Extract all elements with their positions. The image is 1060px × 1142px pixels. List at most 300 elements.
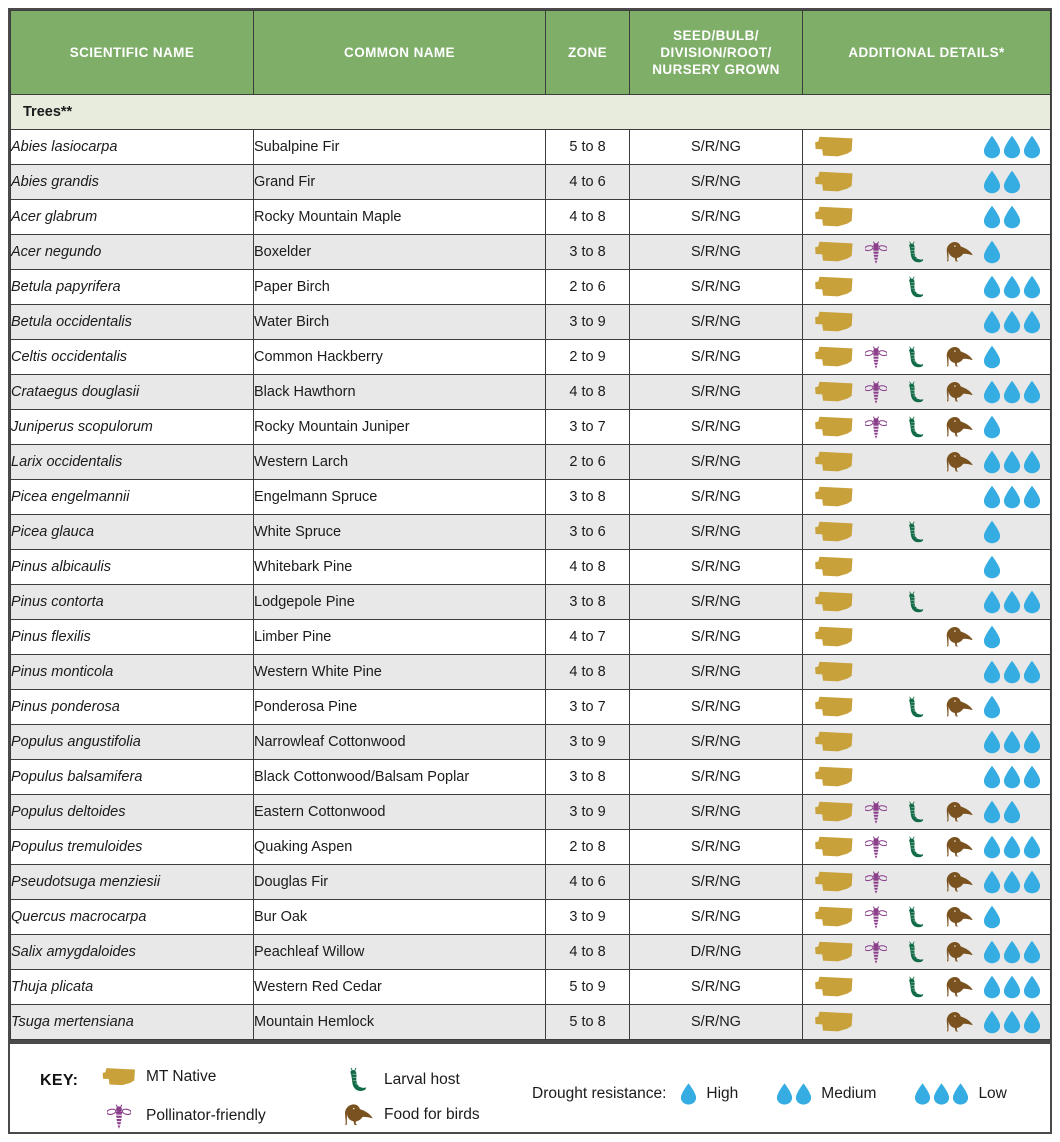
water-drop-icon-svg — [983, 1010, 1001, 1034]
water-drop-icon-svg — [983, 450, 1001, 474]
water-drop-icon-svg — [1023, 135, 1041, 159]
drought-indicator — [983, 974, 1041, 1000]
cell-common-name: Western Red Cedar — [254, 970, 546, 1005]
cell-additional-details — [803, 865, 1051, 900]
water-drop-icon-svg — [1003, 835, 1021, 859]
caterpillar-icon-svg — [907, 346, 924, 369]
cell-scientific-name: Pinus monticola — [11, 655, 254, 690]
montana-state-icon — [814, 344, 854, 370]
cell-additional-details — [803, 585, 1051, 620]
cell-common-name: Limber Pine — [254, 620, 546, 655]
drought-level-medium — [776, 1083, 876, 1105]
water-drop-icon-svg — [1003, 975, 1021, 999]
cell-scientific-name: Pinus ponderosa — [11, 690, 254, 725]
cell-scientific-name: Populus balsamifera — [11, 760, 254, 795]
drought-drops — [983, 135, 1041, 159]
cell-additional-details — [803, 935, 1051, 970]
water-drop-icon — [983, 1010, 1001, 1034]
drought-indicator — [983, 904, 1001, 930]
column-header-common-name — [254, 11, 546, 95]
legend-item-pollinator — [102, 1102, 266, 1130]
caterpillar-icon — [907, 834, 924, 860]
cell-additional-details — [803, 725, 1051, 760]
table-row — [11, 480, 1051, 515]
table-row — [11, 655, 1051, 690]
caterpillar-icon — [340, 1067, 374, 1093]
cell-additional-details — [803, 620, 1051, 655]
water-drop-icon-svg — [1003, 730, 1021, 754]
montana-state-icon-svg — [814, 696, 854, 718]
cell-additional-details — [803, 235, 1051, 270]
water-drop-icon-svg — [1023, 870, 1041, 894]
cell-common-name: Whitebark Pine — [254, 550, 546, 585]
drought-indicator — [983, 169, 1021, 195]
caterpillar-icon — [907, 274, 924, 300]
cell-additional-details — [803, 165, 1051, 200]
table-row — [11, 795, 1051, 830]
cell-additional-details — [803, 830, 1051, 865]
water-drop-icon — [1023, 590, 1041, 614]
water-drop-icon-svg — [1003, 450, 1021, 474]
water-drop-icon — [983, 450, 1001, 474]
table-row — [11, 585, 1051, 620]
montana-state-icon — [814, 519, 854, 545]
caterpillar-icon — [907, 799, 924, 825]
water-drop-icon-svg — [1023, 1010, 1041, 1034]
montana-state-icon-svg — [814, 276, 854, 298]
drought-drops — [983, 485, 1041, 509]
montana-state-icon — [814, 904, 854, 930]
caterpillar-icon-svg — [907, 521, 924, 544]
water-drop-icon-svg — [1023, 380, 1041, 404]
bird-icon-svg — [943, 1010, 973, 1034]
drought-level-label: Medium — [821, 1085, 877, 1102]
water-drop-icon-svg — [983, 345, 1001, 369]
bird-icon — [943, 974, 973, 1000]
caterpillar-icon-svg — [907, 416, 924, 439]
drought-drops — [776, 1083, 812, 1105]
drought-level-low — [914, 1083, 1006, 1105]
water-drop-icon-svg — [983, 590, 1001, 614]
water-drop-icon — [795, 1083, 812, 1105]
montana-state-icon — [814, 204, 854, 230]
cell-zone: 3 to 9 — [546, 725, 630, 760]
water-drop-icon — [983, 555, 1001, 579]
cell-common-name: Ponderosa Pine — [254, 690, 546, 725]
drought-drops — [983, 975, 1041, 999]
cell-zone: 4 to 6 — [546, 165, 630, 200]
cell-propagation: D/R/NG — [630, 935, 803, 970]
water-drop-icon-svg — [933, 1083, 950, 1105]
bee-icon-svg — [865, 799, 887, 825]
cell-scientific-name: Celtis occidentalis — [11, 340, 254, 375]
cell-common-name: Black Hawthorn — [254, 375, 546, 410]
water-drop-icon — [983, 835, 1001, 859]
water-drop-icon-svg — [983, 660, 1001, 684]
cell-propagation: S/R/NG — [630, 340, 803, 375]
water-drop-icon-svg — [1003, 660, 1021, 684]
cell-additional-details — [803, 200, 1051, 235]
water-drop-icon — [1003, 380, 1021, 404]
bird-icon-svg — [943, 625, 973, 649]
montana-state-icon-svg — [814, 556, 854, 578]
montana-state-icon — [814, 694, 854, 720]
montana-state-icon-svg — [814, 311, 854, 333]
drought-title: Drought resistance: — [532, 1085, 667, 1102]
montana-state-icon-svg — [814, 871, 854, 893]
plant-table-container — [8, 8, 1052, 1042]
water-drop-icon-svg — [1023, 275, 1041, 299]
cell-zone: 3 to 6 — [546, 515, 630, 550]
cell-scientific-name: Abies grandis — [11, 165, 254, 200]
header-text: DIVISION/ROOT/ — [660, 44, 772, 60]
water-drop-icon — [1003, 170, 1021, 194]
drought-indicator — [983, 519, 1001, 545]
water-drop-icon — [983, 660, 1001, 684]
water-drop-icon — [952, 1083, 969, 1105]
cell-zone: 3 to 8 — [546, 760, 630, 795]
montana-state-icon-svg — [814, 801, 854, 823]
table-row — [11, 130, 1051, 165]
table-row — [11, 515, 1051, 550]
drought-drops — [983, 625, 1001, 649]
water-drop-icon-svg — [1023, 590, 1041, 614]
bird-icon-svg — [943, 975, 973, 999]
water-drop-icon-svg — [1003, 940, 1021, 964]
water-drop-icon — [1003, 940, 1021, 964]
montana-state-icon-svg — [814, 346, 854, 368]
cell-scientific-name: Thuja plicata — [11, 970, 254, 1005]
water-drop-icon-svg — [1003, 765, 1021, 789]
cell-propagation: S/R/NG — [630, 865, 803, 900]
water-drop-icon — [933, 1083, 950, 1105]
water-drop-icon — [1023, 310, 1041, 334]
montana-state-icon-svg — [814, 731, 854, 753]
table-row — [11, 865, 1051, 900]
montana-state-icon — [102, 1067, 136, 1087]
water-drop-icon — [983, 310, 1001, 334]
bird-icon — [943, 449, 973, 475]
drought-drops — [680, 1083, 697, 1105]
legend-label-food-for-birds: Food for birds — [384, 1106, 480, 1123]
drought-drops — [983, 380, 1041, 404]
cell-zone: 4 to 8 — [546, 200, 630, 235]
water-drop-icon — [983, 275, 1001, 299]
water-drop-icon — [1003, 485, 1021, 509]
cell-additional-details — [803, 445, 1051, 480]
cell-zone: 3 to 9 — [546, 795, 630, 830]
water-drop-icon — [1023, 835, 1041, 859]
cell-common-name: Boxelder — [254, 235, 546, 270]
water-drop-icon-svg — [983, 555, 1001, 579]
water-drop-icon — [1003, 765, 1021, 789]
montana-state-icon — [814, 379, 854, 405]
cell-propagation: S/R/NG — [630, 690, 803, 725]
water-drop-icon — [983, 905, 1001, 929]
montana-state-icon — [814, 764, 854, 790]
cell-scientific-name: Populus angustifolia — [11, 725, 254, 760]
caterpillar-icon — [907, 414, 924, 440]
montana-state-icon — [814, 449, 854, 475]
cell-scientific-name: Pseudotsuga menziesii — [11, 865, 254, 900]
bird-icon-svg — [943, 345, 973, 369]
bee-icon — [865, 239, 887, 265]
cell-scientific-name: Tsuga mertensiana — [11, 1005, 254, 1040]
header-text: ZONE — [567, 44, 608, 60]
water-drop-icon — [680, 1083, 697, 1105]
water-drop-icon — [1023, 380, 1041, 404]
caterpillar-icon-svg — [907, 976, 924, 999]
water-drop-icon — [983, 240, 1001, 264]
bee-icon — [865, 344, 887, 370]
cell-common-name: White Spruce — [254, 515, 546, 550]
drought-indicator — [983, 344, 1001, 370]
cell-common-name: Grand Fir — [254, 165, 546, 200]
water-drop-icon-svg — [983, 730, 1001, 754]
bird-icon — [340, 1102, 374, 1128]
montana-state-icon-svg — [814, 661, 854, 683]
cell-zone: 4 to 6 — [546, 865, 630, 900]
water-drop-icon — [1003, 975, 1021, 999]
cell-zone: 3 to 8 — [546, 585, 630, 620]
drought-drops — [983, 835, 1041, 859]
montana-state-icon — [814, 484, 854, 510]
montana-state-icon-svg — [814, 906, 854, 928]
caterpillar-icon — [907, 904, 924, 930]
water-drop-icon — [1023, 485, 1041, 509]
water-drop-icon-svg — [983, 870, 1001, 894]
cell-additional-details — [803, 1005, 1051, 1040]
water-drop-icon — [983, 205, 1001, 229]
montana-state-icon-svg — [814, 416, 854, 438]
bird-icon-svg — [943, 240, 973, 264]
table-row — [11, 935, 1051, 970]
cell-zone: 4 to 8 — [546, 935, 630, 970]
drought-levels — [680, 1083, 1006, 1105]
water-drop-icon — [1023, 765, 1041, 789]
drought-indicator — [983, 484, 1041, 510]
water-drop-icon — [1003, 450, 1021, 474]
water-drop-icon-svg — [1023, 450, 1041, 474]
header-text: COMMON NAME — [344, 44, 455, 60]
bird-icon — [943, 694, 973, 720]
montana-state-icon — [814, 274, 854, 300]
water-drop-icon — [1003, 835, 1021, 859]
plant-table — [10, 10, 1051, 1040]
cell-common-name: Quaking Aspen — [254, 830, 546, 865]
caterpillar-icon — [907, 344, 924, 370]
cell-zone: 2 to 6 — [546, 270, 630, 305]
drought-indicator — [983, 274, 1041, 300]
bee-icon-svg — [865, 379, 887, 405]
cell-propagation: S/R/NG — [630, 410, 803, 445]
water-drop-icon — [983, 485, 1001, 509]
bird-icon — [943, 1009, 973, 1035]
water-drop-icon-svg — [1023, 730, 1041, 754]
cell-additional-details — [803, 270, 1051, 305]
montana-state-icon-svg — [814, 976, 854, 998]
water-drop-icon — [983, 135, 1001, 159]
cell-scientific-name: Acer glabrum — [11, 200, 254, 235]
cell-propagation: S/R/NG — [630, 550, 803, 585]
drought-drops — [983, 555, 1001, 579]
water-drop-icon-svg — [983, 695, 1001, 719]
cell-zone: 5 to 9 — [546, 970, 630, 1005]
key-label: KEY: — [40, 1072, 79, 1089]
montana-state-icon-svg — [814, 591, 854, 613]
drought-drops — [983, 240, 1001, 264]
caterpillar-icon — [907, 239, 924, 265]
water-drop-icon — [1003, 1010, 1021, 1034]
drought-drops — [983, 275, 1041, 299]
cell-propagation: S/R/NG — [630, 235, 803, 270]
water-drop-icon — [1023, 135, 1041, 159]
water-drop-icon-svg — [983, 765, 1001, 789]
water-drop-icon — [1023, 730, 1041, 754]
drought-drops — [983, 520, 1001, 544]
cell-additional-details — [803, 760, 1051, 795]
water-drop-icon-svg — [1023, 660, 1041, 684]
water-drop-icon-svg — [1023, 310, 1041, 334]
water-drop-icon-svg — [983, 485, 1001, 509]
cell-propagation: S/R/NG — [630, 620, 803, 655]
drought-indicator — [983, 204, 1021, 230]
drought-indicator — [983, 379, 1041, 405]
water-drop-icon-svg — [1003, 590, 1021, 614]
cell-propagation: S/R/NG — [630, 795, 803, 830]
montana-state-icon-svg — [814, 381, 854, 403]
drought-drops — [983, 590, 1041, 614]
water-drop-icon — [983, 345, 1001, 369]
cell-propagation: S/R/NG — [630, 165, 803, 200]
section-row-trees — [11, 95, 1051, 130]
cell-common-name: Narrowleaf Cottonwood — [254, 725, 546, 760]
bird-icon — [943, 379, 973, 405]
bird-icon — [943, 624, 973, 650]
bird-icon-svg — [943, 940, 973, 964]
bird-icon — [943, 834, 973, 860]
drought-indicator — [983, 449, 1041, 475]
water-drop-icon-svg — [795, 1083, 812, 1105]
cell-zone: 3 to 8 — [546, 235, 630, 270]
header-text: SEED/BULB/ — [673, 27, 759, 43]
cell-common-name: Subalpine Fir — [254, 130, 546, 165]
montana-state-icon-svg — [814, 241, 854, 263]
montana-state-icon-svg — [814, 171, 854, 193]
header-text: ADDITIONAL DETAILS* — [848, 44, 1005, 60]
bird-icon — [943, 239, 973, 265]
water-drop-icon — [1023, 1010, 1041, 1034]
drought-indicator — [983, 589, 1041, 615]
drought-drops — [983, 730, 1041, 754]
caterpillar-icon-svg — [907, 241, 924, 264]
water-drop-icon-svg — [983, 275, 1001, 299]
cell-common-name: Rocky Mountain Juniper — [254, 410, 546, 445]
montana-state-icon — [814, 729, 854, 755]
cell-zone: 5 to 8 — [546, 1005, 630, 1040]
water-drop-icon-svg — [1023, 835, 1041, 859]
montana-state-icon-svg — [814, 626, 854, 648]
water-drop-icon-svg — [983, 975, 1001, 999]
montana-state-icon — [814, 834, 854, 860]
montana-state-icon — [814, 659, 854, 685]
table-row — [11, 550, 1051, 585]
cell-additional-details — [803, 375, 1051, 410]
water-drop-icon-svg — [1003, 870, 1021, 894]
cell-propagation: S/R/NG — [630, 900, 803, 935]
water-drop-icon — [1003, 275, 1021, 299]
cell-scientific-name: Larix occidentalis — [11, 445, 254, 480]
caterpillar-icon-svg — [907, 836, 924, 859]
water-drop-icon-svg — [1003, 205, 1021, 229]
bee-icon — [865, 869, 887, 895]
bee-icon-svg — [107, 1102, 131, 1130]
cell-propagation: S/R/NG — [630, 130, 803, 165]
cell-scientific-name: Picea engelmannii — [11, 480, 254, 515]
water-drop-icon — [1023, 450, 1041, 474]
cell-propagation: S/R/NG — [630, 445, 803, 480]
cell-zone: 4 to 8 — [546, 655, 630, 690]
cell-zone: 3 to 9 — [546, 900, 630, 935]
bird-icon — [943, 904, 973, 930]
cell-additional-details — [803, 410, 1051, 445]
water-drop-icon-svg — [983, 170, 1001, 194]
bee-icon — [865, 939, 887, 965]
cell-common-name: Lodgepole Pine — [254, 585, 546, 620]
montana-state-icon-svg — [814, 136, 854, 158]
caterpillar-icon-svg — [907, 801, 924, 824]
bird-icon-svg — [943, 870, 973, 894]
cell-scientific-name: Betula papyrifera — [11, 270, 254, 305]
montana-state-icon-svg — [814, 206, 854, 228]
caterpillar-icon — [907, 379, 924, 405]
table-header — [11, 11, 1051, 95]
cell-propagation: S/R/NG — [630, 760, 803, 795]
bird-icon — [943, 414, 973, 440]
water-drop-icon — [983, 590, 1001, 614]
bird-icon — [943, 799, 973, 825]
caterpillar-icon-svg — [907, 591, 924, 614]
bird-icon-svg — [943, 450, 973, 474]
water-drop-icon — [1003, 870, 1021, 894]
water-drop-icon — [983, 870, 1001, 894]
cell-propagation: S/R/NG — [630, 200, 803, 235]
bird-icon — [943, 939, 973, 965]
table-row — [11, 445, 1051, 480]
water-drop-icon-svg — [983, 205, 1001, 229]
section-label: Trees** — [11, 95, 1051, 130]
cell-additional-details — [803, 515, 1051, 550]
water-drop-icon — [914, 1083, 931, 1105]
cell-additional-details — [803, 900, 1051, 935]
water-drop-icon-svg — [983, 835, 1001, 859]
legend-item-larval-host — [340, 1067, 460, 1093]
bird-icon-svg — [943, 695, 973, 719]
bird-icon-svg — [943, 905, 973, 929]
bee-icon — [865, 834, 887, 860]
montana-state-icon-svg — [814, 836, 854, 858]
table-row — [11, 410, 1051, 445]
montana-state-icon — [814, 134, 854, 160]
caterpillar-icon — [907, 589, 924, 615]
legend-label-mt-native: MT Native — [146, 1068, 217, 1085]
bee-icon — [865, 379, 887, 405]
water-drop-icon — [983, 800, 1001, 824]
cell-scientific-name: Picea glauca — [11, 515, 254, 550]
water-drop-icon — [1003, 135, 1021, 159]
drought-indicator — [983, 764, 1041, 790]
water-drop-icon-svg — [983, 380, 1001, 404]
